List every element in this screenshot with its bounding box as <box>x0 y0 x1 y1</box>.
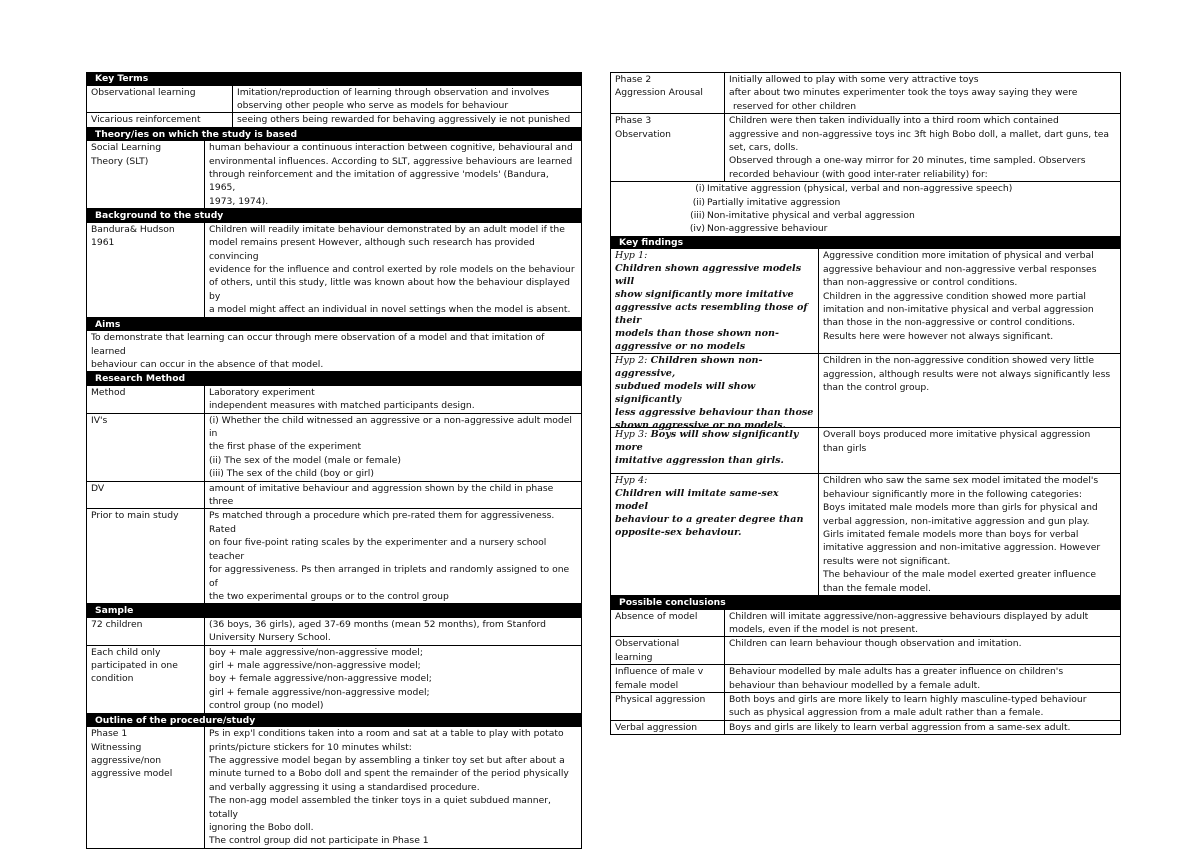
method-label: Method <box>87 386 205 413</box>
conditions-list: boy + male aggressive/non-aggressive model; girl + male aggressive/non-aggressive model; boy + female aggressive/non-aggressive model; girl + female aggressive/non-aggressive model; control group (no model) <box>209 646 432 712</box>
conclusion-text: Behaviour modelled by male adults has a greater influence on children's behaviour than behaviour modelled by a female adult. <box>729 666 1064 691</box>
finding-text: Overall boys produced more imitative physical aggression than girls <box>823 429 1091 454</box>
conclusion-row <box>610 665 1121 693</box>
sample-label: 72 children <box>87 618 205 645</box>
hypothesis-row <box>610 249 1121 354</box>
conclusion-row <box>610 693 1121 721</box>
term-definition: Imitation/reproduction of learning through observation and involves observing other people who serve as models for behaviour <box>237 86 550 111</box>
theory-row <box>86 141 582 209</box>
hypothesis-text: Hyp 2: Children shown non-aggressive, subdued models will show significantly less aggressive behaviour than those shown aggressive or no models. <box>611 354 819 427</box>
sample-row <box>86 618 582 646</box>
hypothesis-row <box>610 428 1121 474</box>
background-label: Bandura& Hudson 1961 <box>87 223 205 317</box>
sample-text: (36 boys, 36 girls), aged 37-69 months (mean 52 months), from Stanford University Nursery School. <box>209 618 546 644</box>
iv-text: (i) Whether the child witnessed an aggressive or a non-aggressive adult model in the first phase of the experiment (ii) The sex of the model (male or female) (iii) The sex of the child (boy or girl) <box>209 414 572 480</box>
conclusion-row <box>610 721 1121 735</box>
dv-text: amount of imitative behaviour and aggression shown by the child in phase three <box>209 482 554 508</box>
dv-label: DV <box>87 482 205 509</box>
finding-text: Children in the non-aggressive condition showed very little aggression, although results were not always significantly less than the control group. <box>823 355 1111 394</box>
right-column <box>610 72 1121 735</box>
aims-text: To demonstrate that learning can occur through mere observation of a model and that imitation of learned behaviour can occur in the absence of that model. <box>86 331 582 372</box>
conclusion-text: Boys and girls are likely to learn verbal aggression from a same-sex adult. <box>729 721 1071 733</box>
conclusion-text: Children will imitate aggressive/non-aggressive behaviours displayed by adult models, even if the model is not present. <box>729 610 1089 635</box>
list-item: (ii) Partially imitative aggression <box>692 196 841 208</box>
hypothesis-row <box>610 354 1121 432</box>
background-heading: Background to the study <box>86 209 582 223</box>
hypothesis-row <box>610 474 1121 596</box>
hypothesis-text: Hyp 3: Boys will show significantly more imitative aggression than girls. <box>611 428 819 473</box>
conclusion-row <box>610 610 1121 638</box>
phase2-label: Phase 2 Aggression Arousal <box>611 73 725 113</box>
conclusions-heading: Possible conclusions <box>610 596 1121 610</box>
prior-study-row <box>86 509 582 604</box>
conclusion-label: Verbal aggression <box>611 721 725 734</box>
conclusion-row <box>610 637 1121 665</box>
method-row <box>86 386 582 414</box>
phase3-label: Phase 3 Observation <box>611 114 725 181</box>
aims-heading: Aims <box>86 318 582 332</box>
conclusion-label: Observational learning <box>611 637 725 664</box>
finding-text: Children who saw the same sex model imitated the model's behaviour significantly more in the following categories: Boys imitated male models more than girls for physical and verbal aggression, non-imitative aggression and gun play. Girls imitated female models more than boys for verbal imitative aggression and non-imitative aggression. However results were not significant. The behaviour of the male model exerted greater influence than the female model. <box>823 475 1101 594</box>
hypothesis-text: Hyp 4: Children will imitate same-sex model behaviour to a greater degree than opposite-sex behaviour. <box>611 474 819 595</box>
conclusion-label: Physical aggression <box>611 693 725 720</box>
theory-heading: Theory/ies on which the study is based <box>86 128 582 142</box>
research-method-heading: Research Method <box>86 372 582 386</box>
phase3-row <box>610 114 1121 182</box>
method-text: Laboratory experiment independent measures with matched participants design. <box>209 386 475 412</box>
term-label: Observational learning <box>87 86 233 113</box>
list-item: (i) Imitative aggression (physical, verbal and non-aggressive speech) <box>695 183 1013 195</box>
term-definition: seeing others being rewarded for behaving aggressively ie not punished <box>237 114 571 126</box>
hypothesis-text: Hyp 1: Children shown aggressive models will show significantly more imitative aggressive acts resembling those of their models than those shown non- aggressive or no models <box>611 249 819 353</box>
theory-label: Social Learning Theory (SLT) <box>87 141 205 208</box>
left-column <box>86 72 582 849</box>
phase2-row <box>610 72 1121 114</box>
list-item: (iv) Non-aggressive behaviour <box>689 223 828 235</box>
sample-heading: Sample <box>86 604 582 618</box>
conditions-label: Each child only participated in one condition <box>87 646 205 713</box>
conclusion-label: Absence of model <box>611 610 725 637</box>
iv-label: IV's <box>87 414 205 481</box>
conclusion-text: Children can learn behaviour though observation and imitation. <box>729 638 1022 650</box>
phase1-label: Phase 1 Witnessing aggressive/non aggressive model <box>87 727 205 848</box>
key-terms-heading: Key Terms <box>86 72 582 86</box>
prior-study-label: Prior to main study <box>87 509 205 603</box>
dv-row <box>86 482 582 510</box>
prior-study-text: Ps matched through a procedure which pre-rated them for aggressiveness. Rated on four five-point rating scales by the experimenter and a nursery school teacher for aggressiveness. Ps then arranged in triplets and randomly assigned to one of the two experimental groups or to the control group <box>209 510 570 602</box>
list-item: (iii) Non-imitative physical and verbal aggression <box>690 210 915 222</box>
background-row <box>86 223 582 318</box>
conclusion-label: Influence of male v female model <box>611 665 725 692</box>
background-text: Children will readily imitate behaviour demonstrated by an adult model if the model remains present However, although such research has provided convincing evidence for the influence and control exerted by role models on the behaviour of others, until this study, little was known about how the behaviour displayed by a model might affect an individual in novel settings when the model is absent. <box>209 223 575 316</box>
key-term-row <box>86 113 582 127</box>
phase1-text: Ps in exp'l conditions taken into a room and sat at a table to play with potato prints/picture stickers for 10 minutes whilst: The aggressive model began by assembling a tinker toy set but after about a minute turned to a Bobo doll and spent the remainder of the period physically and verbally aggressing it using a standardised procedure. The non-agg model assembled the tinker toys in a quiet subdued manner, totally ignoring the Bobo doll. The control group did not participate in Phase 1 <box>209 728 569 847</box>
finding-text: Aggressive condition more imitation of physical and verbal aggressive behaviour and non-aggressive verbal responses than non-aggressive or control conditions. Children in the aggressive condition showed more partial imitation and non-imitative physical and verbal aggression than those in the non-aggressive or control conditions. Results here were however not always significant. <box>823 250 1097 342</box>
key-term-row <box>86 86 582 114</box>
conditions-row <box>86 646 582 714</box>
conclusion-text: Both boys and girls are more likely to learn highly masculine-typed behaviour such as physical aggression from a male adult rather than a female. <box>729 693 1087 719</box>
term-label: Vicarious reinforcement <box>87 113 233 126</box>
iv-row <box>86 414 582 482</box>
phase2-text: Initially allowed to play with some very attractive toys after about two minutes experimenter took the toys away saying they were reserved for other children <box>729 74 1078 112</box>
phase3-text: Children were then taken individually into a third room which contained aggressive and non-aggressive toys inc 3ft high Bobo doll, a mallet, dart guns, tea set, cars, dolls. Observed through a one-way mirror for 20 minutes, time sampled. Observers recorded behaviour (with good inter-rater reliability) for: <box>729 115 1109 180</box>
key-findings-heading: Key findings <box>610 236 1121 250</box>
procedure-heading: Outline of the procedure/study <box>86 714 582 728</box>
theory-text: human behaviour a continuous interaction between cognitive, behavioural and environmental influences. According to SLT, aggressive behaviours are learned through reinforcement and the imitation of aggressive 'models' (Bandura, 1965, 1973, 1974). <box>209 142 573 207</box>
phase1-row <box>86 727 582 849</box>
observation-categories <box>610 182 1121 236</box>
